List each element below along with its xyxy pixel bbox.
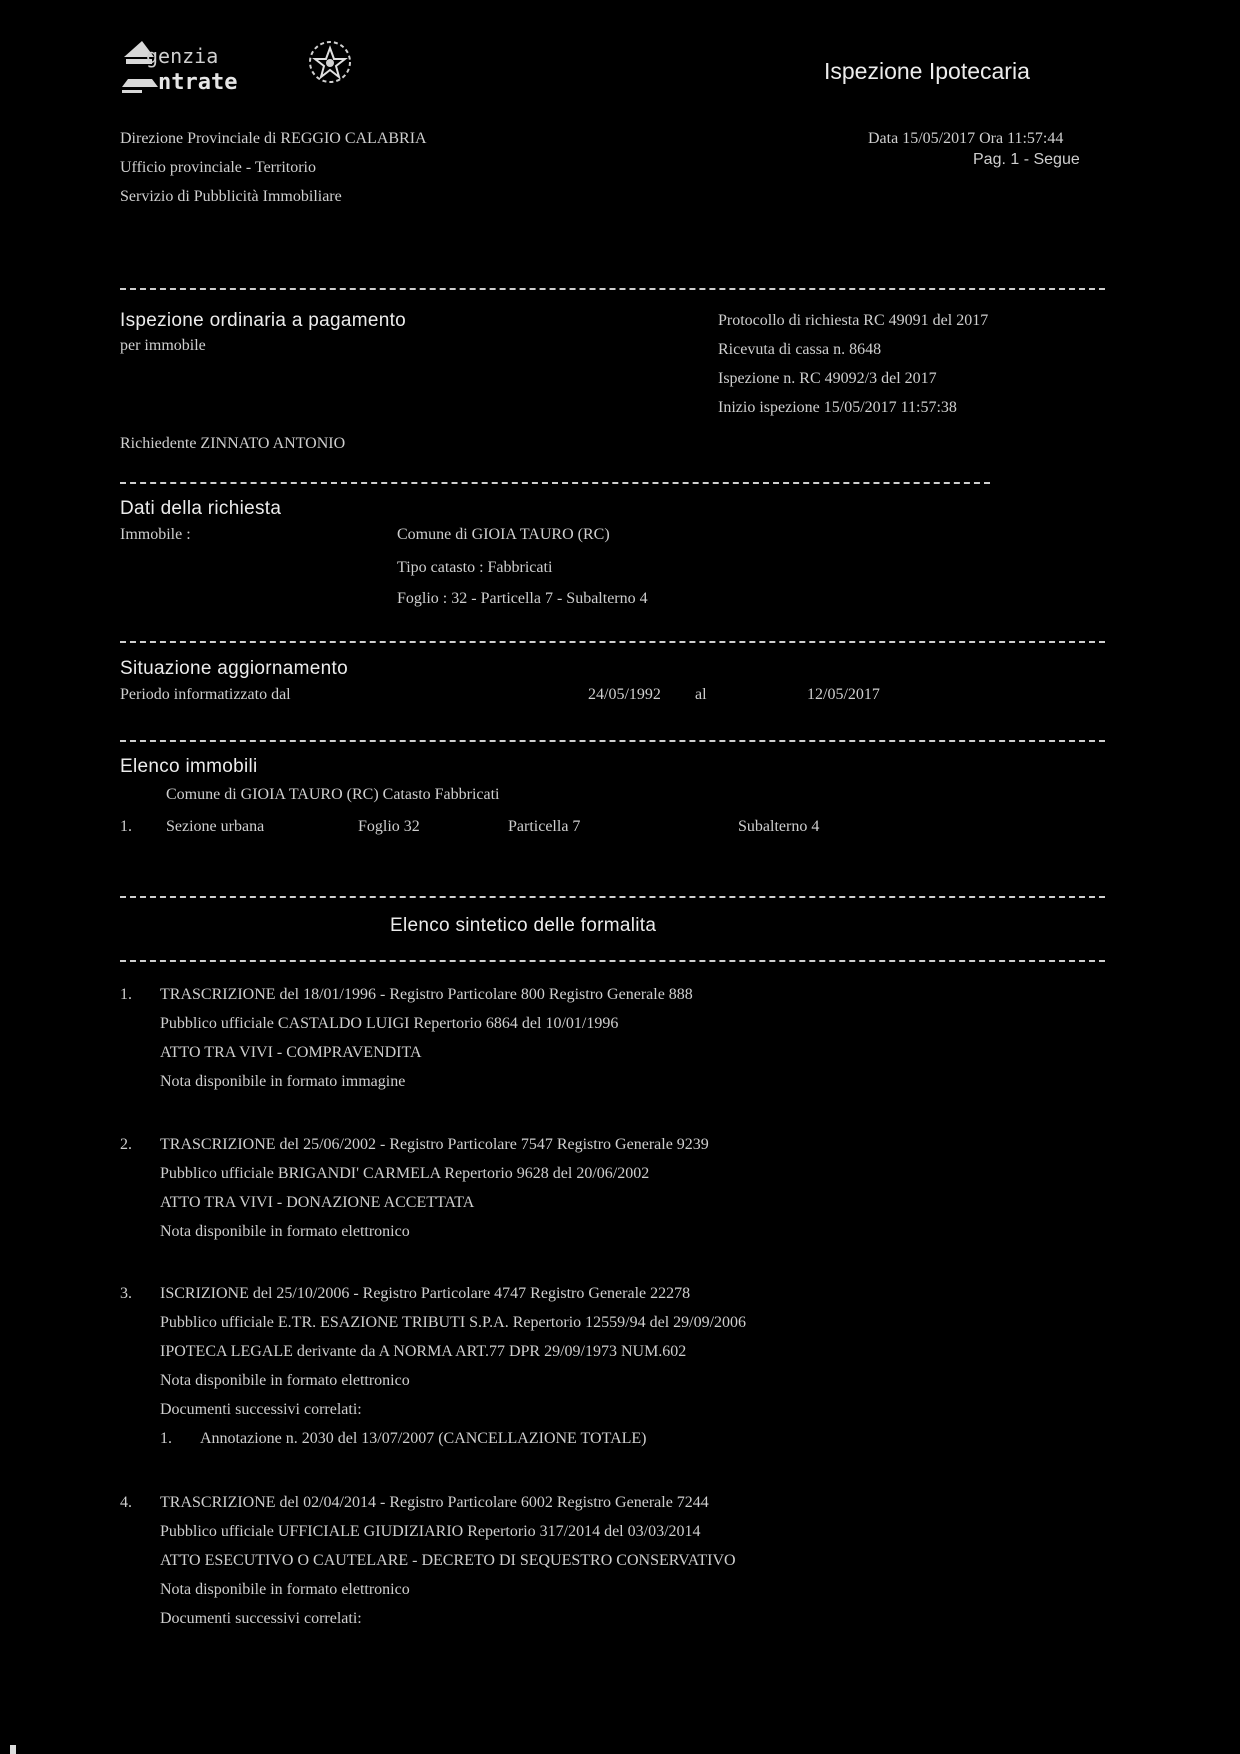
update-from: 24/05/1992 bbox=[588, 686, 661, 703]
formality-line: TRASCRIZIONE del 18/01/1996 - Registro Particolare 800 Registro Generale 888 bbox=[160, 986, 693, 1003]
formality-line: Documenti successivi correlati: bbox=[160, 1610, 362, 1627]
emblem-icon bbox=[302, 34, 358, 90]
property-row-num: 1. bbox=[120, 818, 132, 835]
formality-line: Pubblico ufficiale E.TR. ESAZIONE TRIBUTI S.P.A. Repertorio 12559/94 del 29/09/2006 bbox=[160, 1314, 747, 1331]
request-data-line-2: Tipo catasto : Fabbricati bbox=[397, 559, 553, 576]
related-doc-num: 1. bbox=[160, 1430, 172, 1447]
office-line-3: Servizio di Pubblicità Immobiliare bbox=[120, 188, 342, 205]
formality-line: Nota disponibile in formato elettronico bbox=[160, 1372, 410, 1389]
property-sheet: Foglio 32 bbox=[358, 818, 420, 835]
request-data-line-1: Comune di GIOIA TAURO (RC) bbox=[397, 526, 610, 543]
formality-line: Nota disponibile in formato elettronico bbox=[160, 1581, 410, 1598]
request-title: Ispezione ordinaria a pagamento bbox=[120, 310, 407, 331]
request-subtitle: per immobile bbox=[120, 337, 206, 354]
formalities-title: Elenco sintetico delle formalita bbox=[390, 915, 657, 936]
formality-line: ATTO TRA VIVI - COMPRAVENDITA bbox=[160, 1044, 422, 1061]
formality-line: ATTO TRA VIVI - DONAZIONE ACCETTATA bbox=[160, 1194, 475, 1211]
properties-municipality: Comune di GIOIA TAURO (RC) Catasto Fabbricati bbox=[166, 786, 500, 803]
property-subalterno: Subalterno 4 bbox=[738, 818, 820, 835]
formality-line: ISCRIZIONE del 25/10/2006 - Registro Particolare 4747 Registro Generale 22278 bbox=[160, 1285, 691, 1302]
receipt: Ricevuta di cassa n. 8648 bbox=[718, 341, 882, 358]
formality-num: 3. bbox=[120, 1285, 132, 1302]
formality-line: ATTO ESECUTIVO O CAUTELARE - DECRETO DI SEQUESTRO CONSERVATIVO bbox=[160, 1552, 736, 1569]
formality-line: IPOTECA LEGALE derivante da A NORMA ART.77 DPR 29/09/1973 NUM.602 bbox=[160, 1343, 687, 1360]
requester: Richiedente ZINNATO ANTONIO bbox=[120, 435, 346, 452]
page-number: Pag. 1 - Segue bbox=[973, 151, 1080, 168]
update-to: 12/05/2017 bbox=[807, 686, 880, 703]
office-line-1: Direzione Provinciale di REGGIO CALABRIA bbox=[120, 130, 427, 147]
divider bbox=[120, 288, 1105, 290]
inspection-number: Ispezione n. RC 49092/3 del 2017 bbox=[718, 370, 937, 387]
divider bbox=[120, 896, 1105, 898]
date-time: Data 15/05/2017 Ora 11:57:44 bbox=[868, 130, 1064, 147]
scan-mark bbox=[10, 1745, 16, 1754]
formality-line: Nota disponibile in formato immagine bbox=[160, 1073, 406, 1090]
properties-title: Elenco immobili bbox=[120, 756, 258, 777]
doc-title: Ispezione Ipotecaria bbox=[824, 58, 1030, 84]
divider bbox=[120, 740, 1105, 742]
property-parcel: Particella 7 bbox=[508, 818, 581, 835]
property-section: Sezione urbana bbox=[166, 818, 265, 835]
formality-line: Pubblico ufficiale BRIGANDI' CARMELA Repertorio 9628 del 20/06/2002 bbox=[160, 1165, 650, 1182]
formality-line: Pubblico ufficiale UFFICIALE GIUDIZIARIO Repertorio 317/2014 del 03/03/2014 bbox=[160, 1523, 701, 1540]
formality-line: TRASCRIZIONE del 02/04/2014 - Registro Particolare 6002 Registro Generale 7244 bbox=[160, 1494, 709, 1511]
request-data-title: Dati della richiesta bbox=[120, 498, 282, 519]
update-to-label: al bbox=[695, 686, 707, 703]
logo-line1: genzia bbox=[146, 44, 219, 68]
formality-line: TRASCRIZIONE del 25/06/2002 - Registro Particolare 7547 Registro Generale 9239 bbox=[160, 1136, 709, 1153]
update-title: Situazione aggiornamento bbox=[120, 658, 348, 679]
formality-num: 2. bbox=[120, 1136, 132, 1153]
inspection-start: Inizio ispezione 15/05/2017 11:57:38 bbox=[718, 399, 957, 416]
request-data-line-3: Foglio : 32 - Particella 7 - Subalterno 4 bbox=[397, 590, 648, 607]
formality-line: Nota disponibile in formato elettronico bbox=[160, 1223, 410, 1240]
divider bbox=[120, 482, 990, 484]
update-label: Periodo informatizzato dal bbox=[120, 686, 291, 703]
office-line-2: Ufficio provinciale - Territorio bbox=[120, 159, 316, 176]
formality-line: Documenti successivi correlati: bbox=[160, 1401, 362, 1418]
divider bbox=[120, 641, 1105, 643]
divider bbox=[120, 960, 1105, 962]
request-data-label: Immobile : bbox=[120, 526, 191, 543]
formality-line: Pubblico ufficiale CASTALDO LUIGI Repertorio 6864 del 10/01/1996 bbox=[160, 1015, 619, 1032]
formality-num: 1. bbox=[120, 986, 132, 1003]
related-doc: Annotazione n. 2030 del 13/07/2007 (CANCELLAZIONE TOTALE) bbox=[200, 1430, 647, 1447]
logo-line2: ntrate bbox=[158, 70, 238, 95]
formality-num: 4. bbox=[120, 1494, 132, 1511]
protocol: Protocollo di richiesta RC 49091 del 2017 bbox=[718, 312, 989, 329]
